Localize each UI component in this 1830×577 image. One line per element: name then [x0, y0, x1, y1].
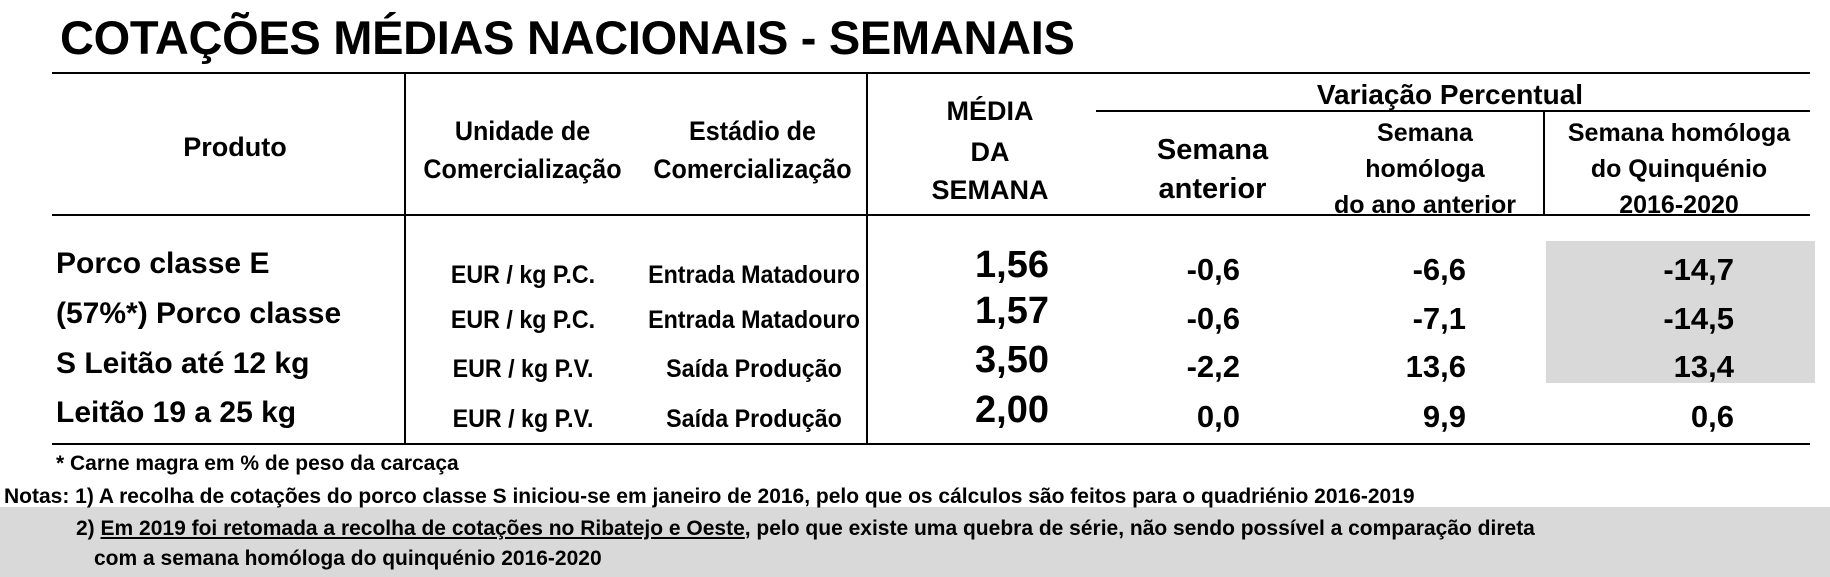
row-3-sem-anterior: -2,2: [1186, 349, 1240, 384]
row-3-estadio: Saída Produção: [666, 355, 842, 383]
row-1-sem-homologa: -6,6: [1412, 252, 1466, 287]
header-sem-anterior-2: anterior: [1158, 173, 1267, 205]
row-1-estadio: Entrada Matadouro: [648, 261, 860, 289]
row-4-sem-homologa: 9,9: [1422, 399, 1466, 434]
row-2-unidade: EUR / kg P.C.: [450, 306, 596, 334]
row-3-sem-homologa: 13,6: [1405, 349, 1466, 384]
row-1-unidade: EUR / kg P.C.: [450, 261, 596, 289]
row-2-produto: (57%*) Porco classe: [56, 297, 342, 330]
row-3-quinquenio: 13,4: [1673, 349, 1734, 384]
header-sem-homologa-2: homóloga: [1365, 155, 1485, 183]
row-4-estadio: Saída Produção: [666, 405, 842, 433]
row-2-estadio: Entrada Matadouro: [648, 306, 860, 334]
note-1: Notas: 1) A recolha de cotações do porco classe S iniciou-se em janeiro de 2016, pelo que os cálculos são feitos para o quadriénio 2016-2019: [4, 485, 1415, 508]
col-divider-1: [404, 72, 406, 445]
header-bottom-border: [52, 214, 1810, 216]
row-4-produto: Leitão 19 a 25 kg: [56, 396, 297, 429]
header-quinquenio-1: Semana homóloga: [1567, 119, 1791, 147]
header-quinquenio-3: 2016-2020: [1619, 191, 1739, 219]
row-2-quinquenio: -14,5: [1663, 301, 1734, 336]
header-sem-homologa-3: do ano anterior: [1334, 191, 1516, 219]
header-quinquenio-2: do Quinquénio: [1590, 155, 1768, 183]
header-unidade-2: Comercialização: [423, 154, 622, 184]
note-2-line-2: com a semana homóloga do quinquénio 2016-2020: [94, 547, 602, 570]
note-2-prefix: 2): [76, 517, 101, 540]
row-4-quinquenio: 0,6: [1690, 399, 1734, 434]
col-divider-2: [866, 72, 868, 445]
row-2-sem-anterior: -0,6: [1186, 301, 1240, 336]
header-media-2: DA: [970, 137, 1010, 167]
row-3-produto: S Leitão até 12 kg: [56, 347, 310, 380]
header-media-3: SEMANA: [931, 175, 1049, 205]
row-1-produto: Porco classe E: [56, 247, 270, 280]
header-produto: Produto: [183, 132, 287, 162]
row-1-quinquenio: -14,7: [1663, 252, 1734, 287]
header-sem-anterior-1: Semana: [1156, 134, 1269, 166]
note-2-rest: , pelo que existe uma quebra de série, não sendo possível a comparação direta: [744, 517, 1535, 540]
row-2-sem-homologa: -7,1: [1412, 301, 1466, 336]
header-estadio-1: Estádio de: [689, 116, 816, 146]
header-unidade-1: Unidade de: [454, 116, 591, 146]
row-4-unidade: EUR / kg P.V.: [452, 405, 594, 433]
row-4-media: 2,00: [975, 389, 1049, 431]
header-sem-homologa-1: Semana: [1377, 119, 1473, 147]
row-2-media: 1,57: [975, 290, 1049, 332]
header-media-1: MÉDIA: [946, 96, 1034, 126]
footnote: * Carne magra em % de peso da carcaça: [56, 452, 459, 475]
row-4-sem-anterior: 0,0: [1196, 399, 1240, 434]
row-1-sem-anterior: -0,6: [1186, 252, 1240, 287]
row-1-media: 1,56: [975, 244, 1049, 286]
row-3-unidade: EUR / kg P.V.: [452, 355, 594, 383]
note-2: [76, 517, 1535, 541]
table-top-border: [52, 72, 1810, 74]
table-bottom-border: [52, 443, 1810, 445]
header-variacao: Variação Percentual: [1316, 79, 1584, 110]
page-title: COTAÇÕES MÉDIAS NACIONAIS - SEMANAIS: [60, 11, 1075, 64]
header-estadio-2: Comercialização: [653, 154, 852, 184]
row-3-media: 3,50: [975, 339, 1049, 381]
col-divider-3: [1543, 110, 1545, 215]
note-2-underlined: Em 2019 foi retomada a recolha de cotações no Ribatejo e Oeste: [100, 517, 745, 540]
